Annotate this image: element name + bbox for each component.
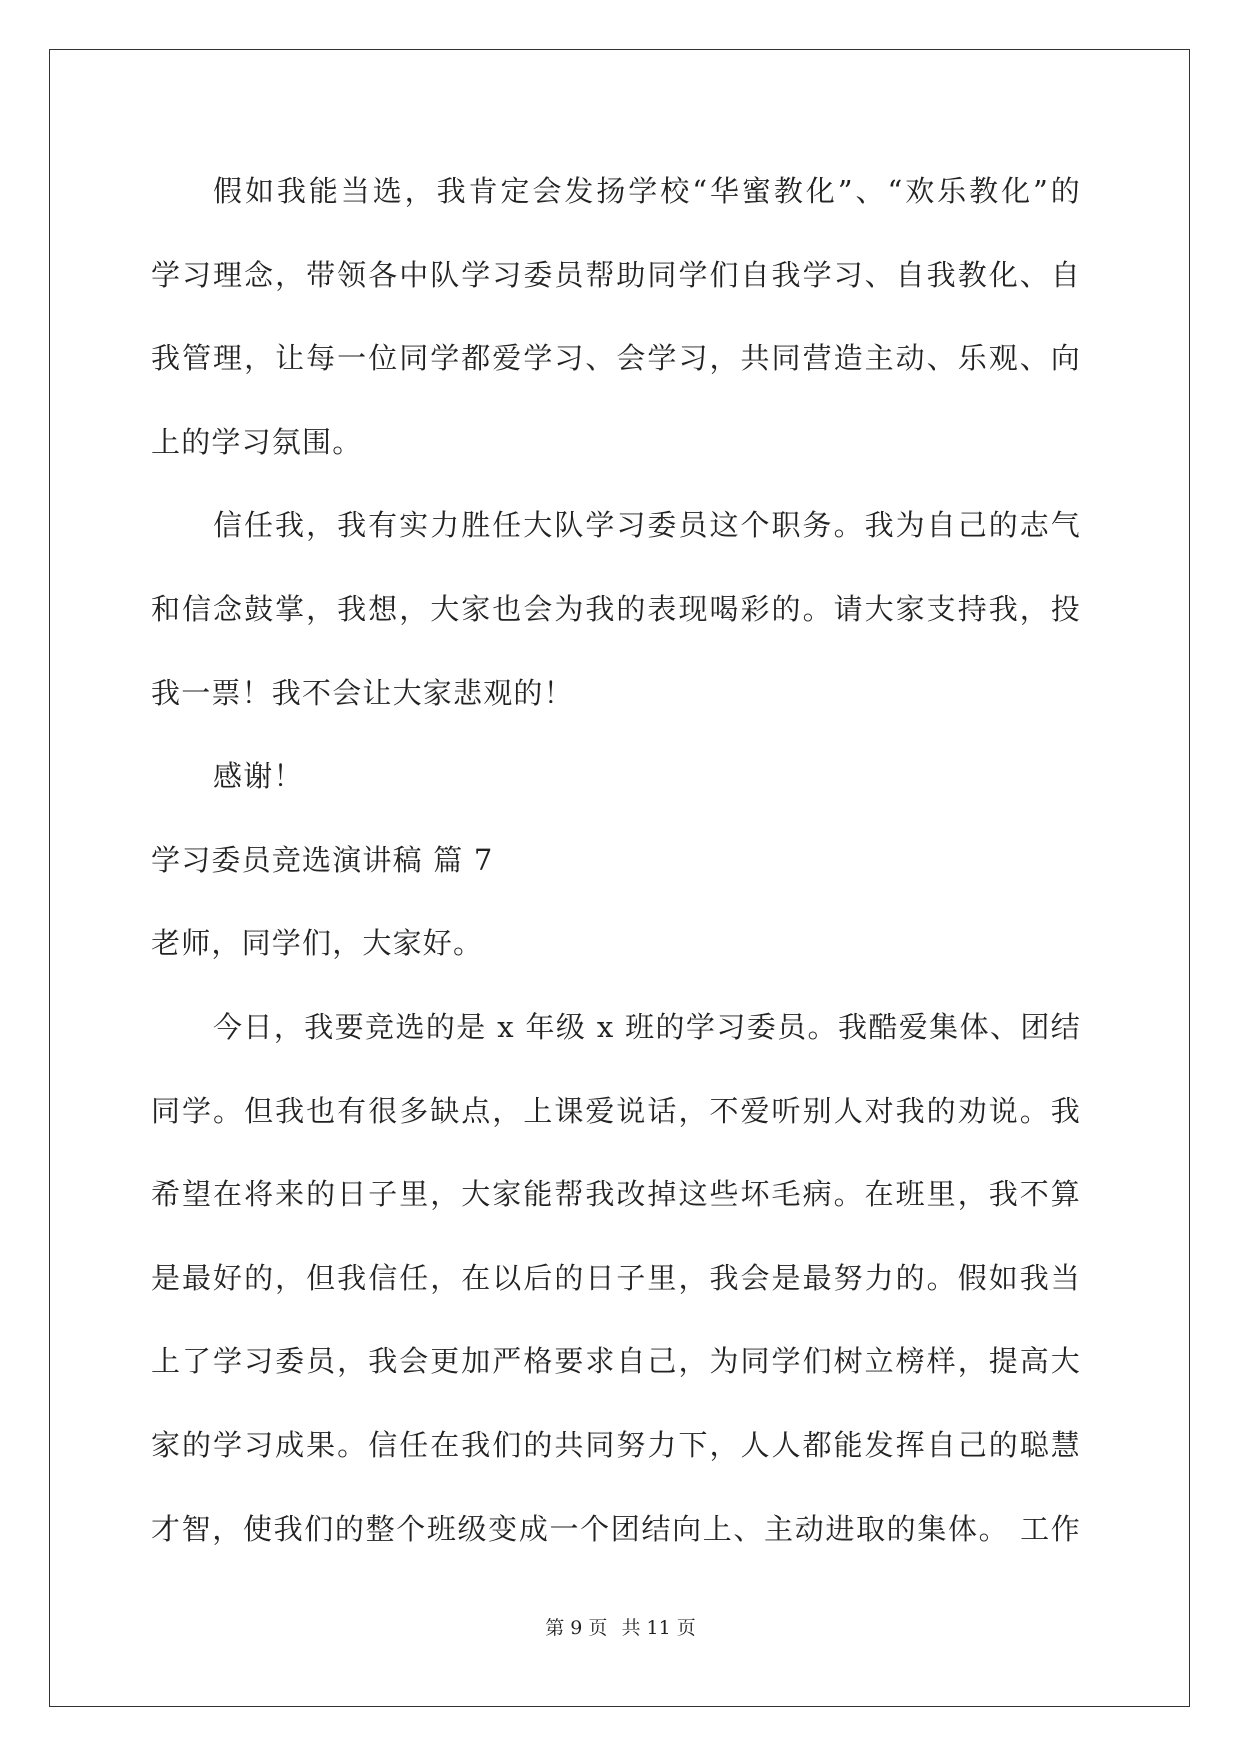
page-number: 第 9 页 — [545, 1617, 608, 1639]
text-line: 学习委员竞选演讲稿 篇 7 — [151, 842, 494, 877]
text-line: 今日，我要竞选的是 x 年级 x 班的学习委员。我酷爱集体、团结 — [213, 1009, 1081, 1044]
total-pages: 共 11 页 — [621, 1617, 696, 1639]
text-line: 上了学习委员，我会更加严格要求自己，为同学们树立榜样，提高大 — [151, 1344, 1081, 1379]
text-line: 我一票！我不会让大家悲观的！ — [151, 675, 574, 710]
text-line: 我管理，让每一位同学都爱学习、会学习，共同营造主动、乐观、向 — [151, 341, 1081, 376]
text-line: 希望在将来的日子里，大家能帮我改掉这些坏毛病。在班里，我不算 — [151, 1177, 1081, 1212]
text-line: 感谢！ — [213, 759, 304, 794]
text-line: 老师，同学们，大家好。 — [151, 926, 484, 961]
text-line: 学习理念，带领各中队学习委员帮助同学们自我学习、自我教化、自 — [151, 257, 1081, 292]
text-line: 同学。但我也有很多缺点，上课爱说话，不爱听别人对我的劝说。我 — [151, 1093, 1081, 1128]
text-line: 才智，使我们的整个班级变成一个团结向上、主动进取的集体。 工作 — [151, 1511, 1081, 1546]
text-line: 是最好的，但我信任，在以后的日子里，我会是最努力的。假如我当 — [151, 1260, 1081, 1295]
text-line: 家的学习成果。信任在我们的共同努力下，人人都能发挥自己的聪慧 — [151, 1427, 1081, 1462]
document-body — [151, 150, 1081, 1571]
text-line: 和信念鼓掌，我想，大家也会为我的表现喝彩的。请大家支持我，投 — [151, 591, 1081, 626]
page-footer — [0, 1613, 1241, 1640]
text-line: 信任我，我有实力胜任大队学习委员这个职务。我为自己的志气 — [213, 508, 1081, 543]
text-line: 假如我能当选，我肯定会发扬学校“华蜜教化”、“欢乐教化”的 — [213, 174, 1081, 208]
text-line: 上的学习氛围。 — [151, 424, 363, 459]
